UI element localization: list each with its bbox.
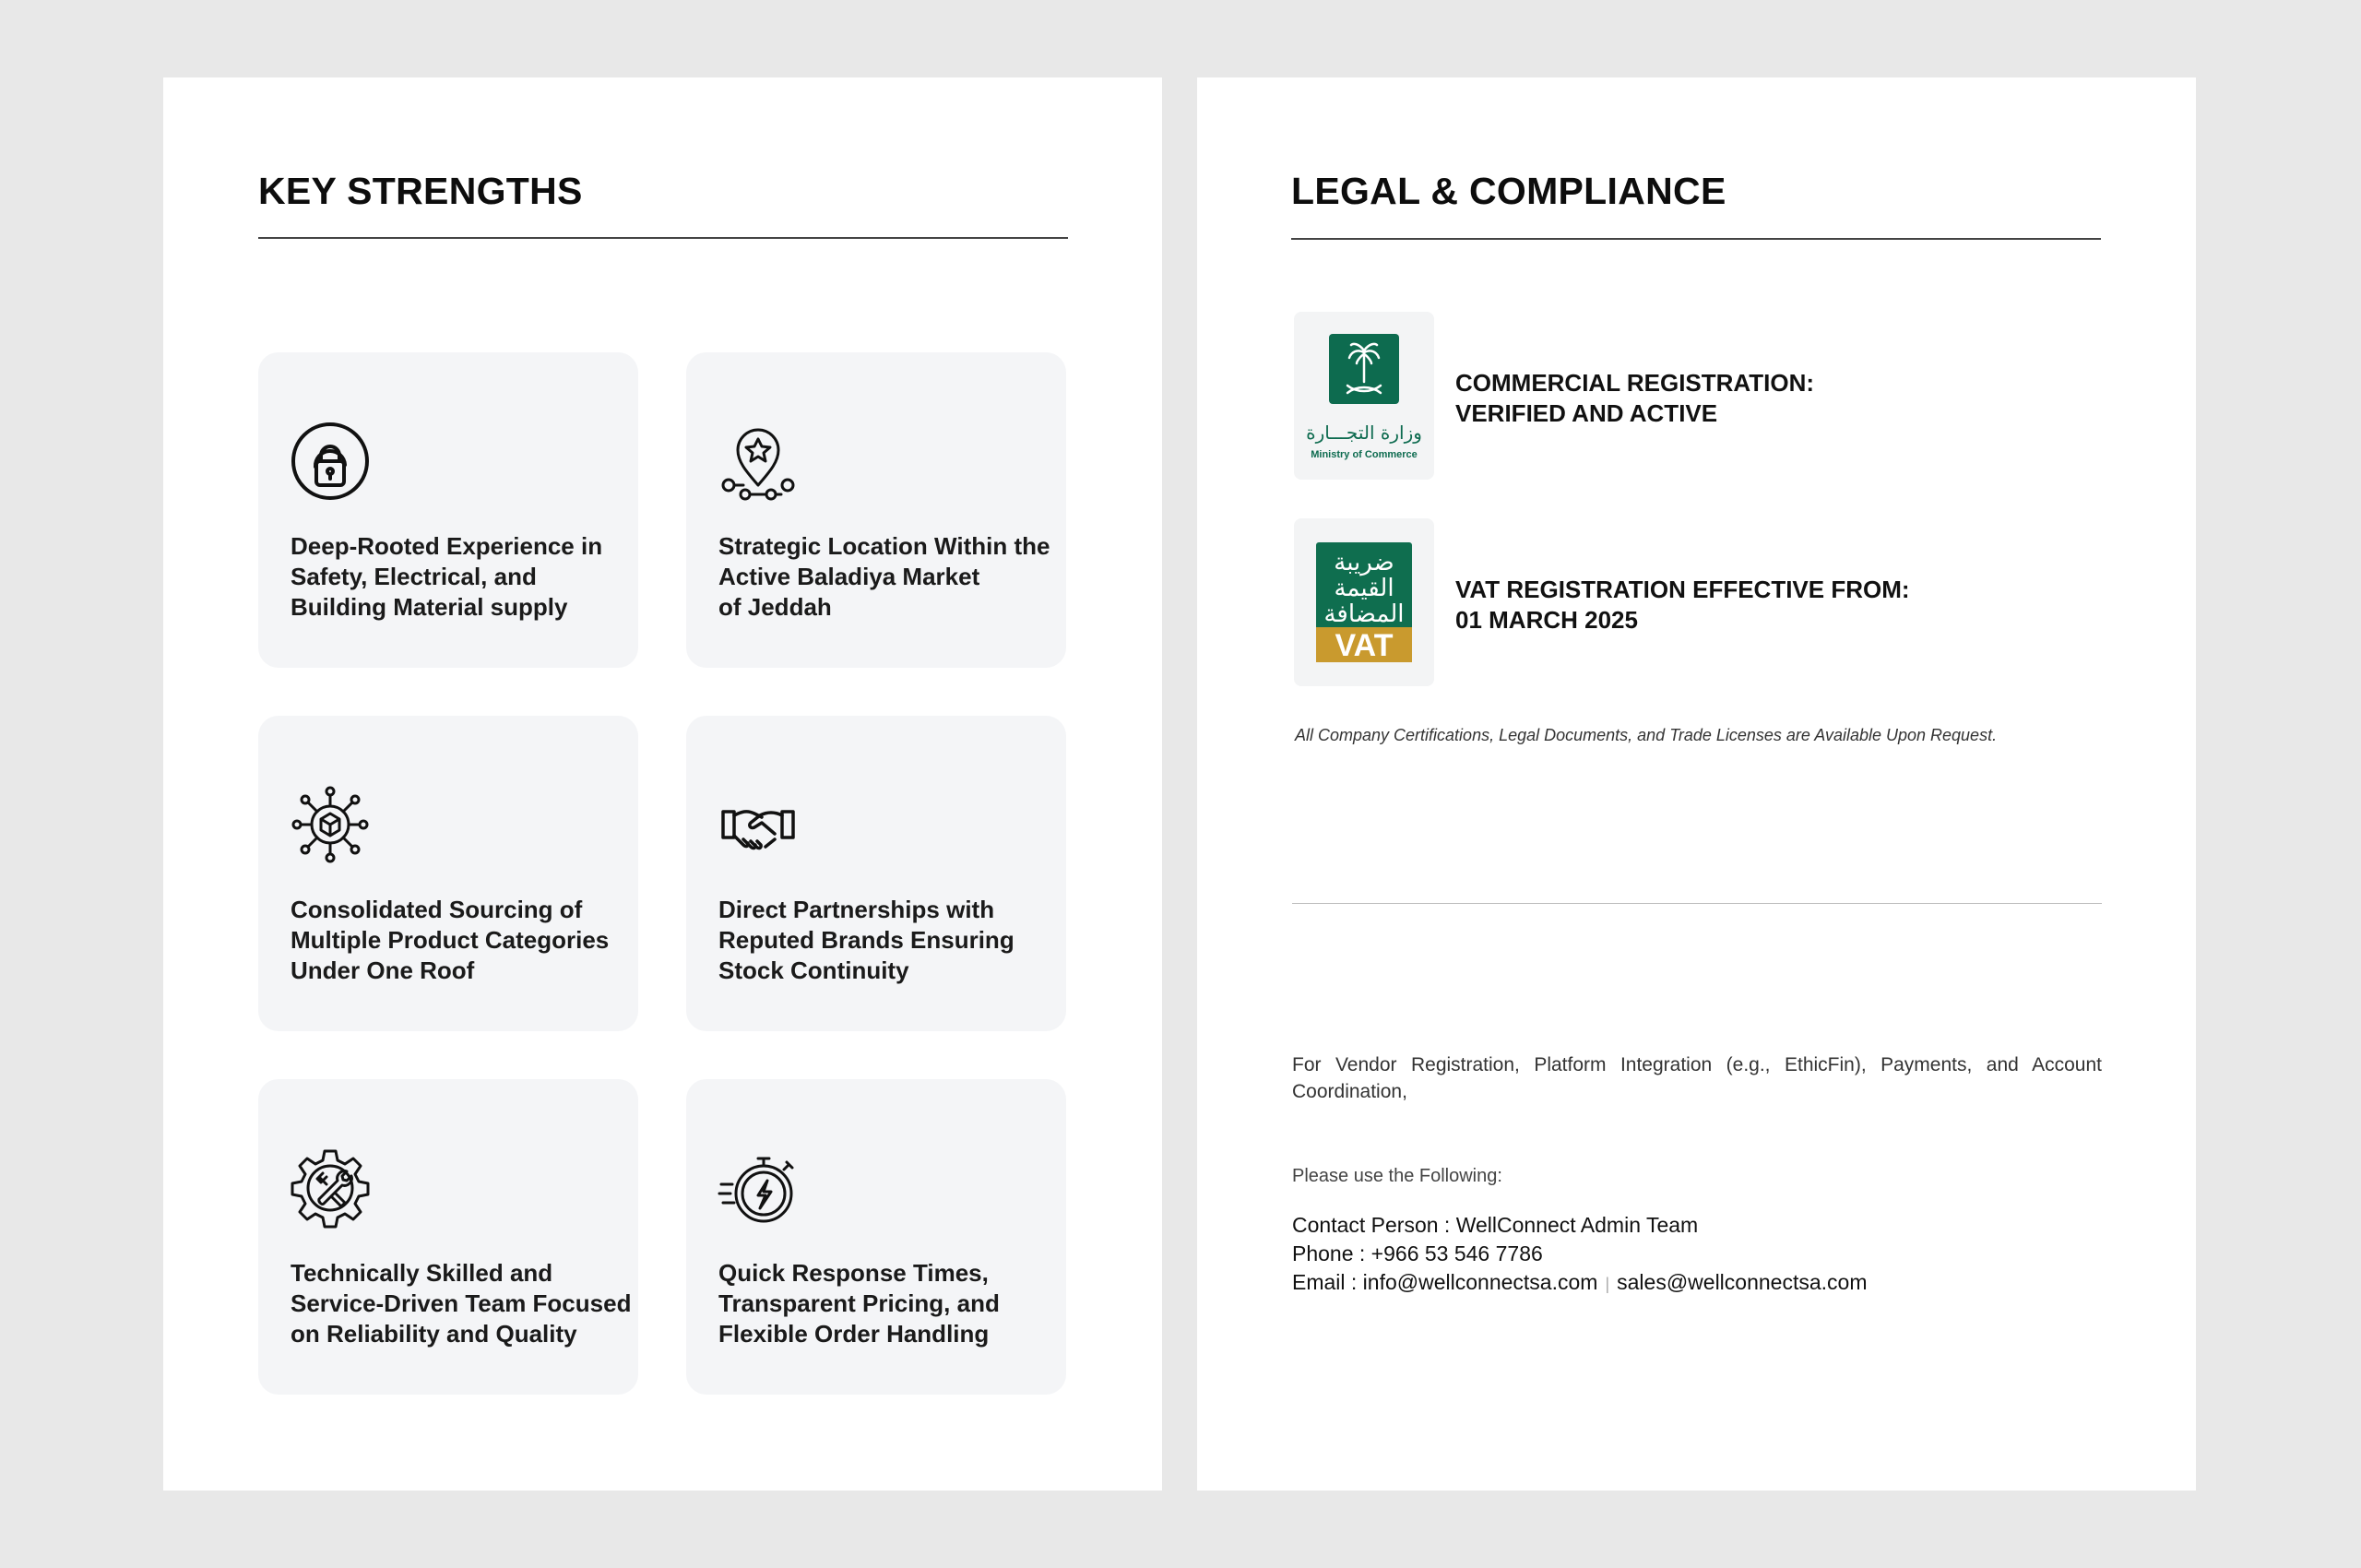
strength-text: Direct Partnerships with Reputed Brands Ensuring Stock Continuity: [718, 896, 1014, 984]
vat-logo: [1294, 518, 1434, 686]
commercial-registration-label: COMMERCIAL REGISTRATION:: [1455, 369, 1815, 397]
gear-tools-icon: [290, 1147, 371, 1229]
vat-logo-arabic-3: المضافة: [1323, 600, 1405, 628]
product-network-icon: [290, 784, 371, 865]
strength-text: Quick Response Times, Transparent Pricing, and Flexible Order Handling: [718, 1259, 1000, 1348]
commercial-registration-status: VERIFIED AND ACTIVE: [1455, 399, 1718, 427]
vat-logo-arabic-1: ضريبة: [1334, 549, 1394, 576]
contact-phone[interactable]: Phone : +966 53 546 7786: [1292, 1241, 1543, 1265]
strength-text: Strategic Location Within the Active Baladiya Market of Jeddah: [718, 532, 1050, 621]
vat-logo-arabic-2: القيمة: [1334, 575, 1394, 602]
contact-intro: For Vendor Registration, Platform Integration (e.g., EthicFin), Payments, and Account Coordination,: [1292, 1054, 2102, 1102]
strength-card: [258, 352, 638, 668]
strength-card: [686, 352, 1066, 668]
vat-registration-date: 01 MARCH 2025: [1455, 606, 1638, 634]
strength-text: Technically Skilled and Service-Driven Team Focused on Reliability and Quality: [291, 1259, 632, 1348]
strength-card: [686, 716, 1066, 1031]
location-network-icon: [718, 421, 799, 502]
strength-card: [686, 1079, 1066, 1395]
strength-text: Deep-Rooted Experience in Safety, Electrical, and Building Material supply: [291, 532, 603, 621]
title-divider: [258, 237, 1068, 239]
safety-lock-icon: [290, 421, 371, 502]
email-separator: |: [1605, 1275, 1610, 1293]
contact-person: Contact Person : WellConnect Admin Team: [1292, 1213, 1699, 1237]
key-strengths-title: KEY STRENGTHS: [258, 170, 583, 212]
legal-compliance-page: [1197, 77, 2196, 1491]
contact-email-line: [1292, 1270, 1867, 1295]
documents-availability-note: All Company Certifications, Legal Documents, and Trade Licenses are Available Upon Request.: [1295, 726, 1998, 744]
handshake-icon: [718, 784, 799, 865]
contact-email-secondary[interactable]: sales@wellconnectsa.com: [1617, 1270, 1868, 1294]
section-divider: [1292, 903, 2102, 904]
ministry-logo-arabic: وزارة التجـــارة: [1306, 422, 1422, 444]
key-strengths-page: [163, 77, 1162, 1491]
vat-logo-badge: VAT: [1335, 628, 1394, 663]
strength-card: [258, 1079, 638, 1395]
strength-card: [258, 716, 638, 1031]
strength-text: Consolidated Sourcing of Multiple Product Categories Under One Roof: [291, 896, 610, 984]
legal-compliance-title: LEGAL & COMPLIANCE: [1291, 170, 1726, 212]
title-divider: [1291, 238, 2101, 240]
vat-registration-label: VAT REGISTRATION EFFECTIVE FROM:: [1455, 576, 1910, 603]
contact-instruction: Please use the Following:: [1292, 1166, 1502, 1186]
ministry-logo-english: Ministry of Commerce: [1311, 449, 1418, 460]
stopwatch-icon: [718, 1147, 799, 1229]
contact-email-primary[interactable]: Email : info@wellconnectsa.com: [1292, 1270, 1598, 1294]
ministry-of-commerce-logo: [1294, 312, 1434, 480]
